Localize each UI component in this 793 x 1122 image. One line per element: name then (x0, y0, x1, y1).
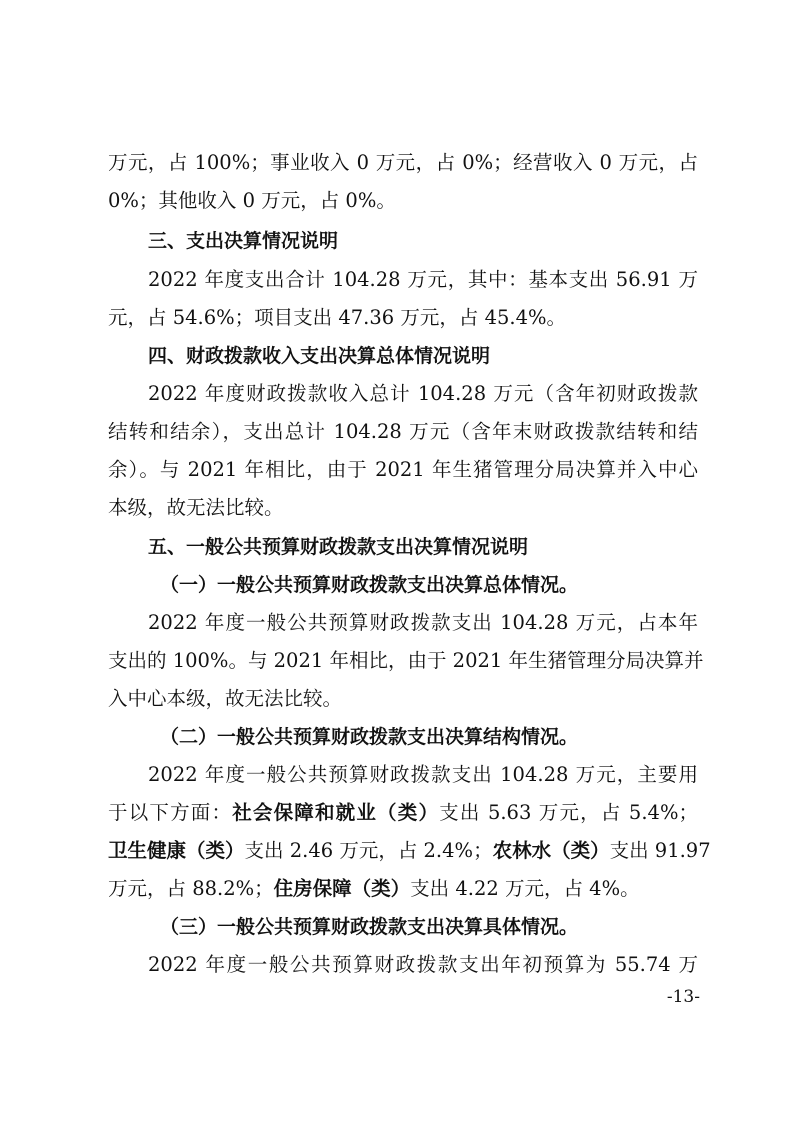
paragraph-line: 本级，故无法比较。 (108, 496, 284, 519)
text-run: 于以下方面： (108, 801, 233, 824)
paragraph-line: 万元，占 100%；事业收入 0 万元，占 0%；经营收入 0 万元，占 (108, 151, 698, 174)
paragraph-line: 结转和结余），支出总计 104.28 万元（含年末财政拨款结转和结 (108, 420, 698, 443)
text-run: 万元，占 88.2%； (108, 877, 274, 900)
paragraph-line (108, 832, 711, 870)
text-run: 支出 2.46 万元，占 2.4%； (244, 839, 493, 862)
subsection-heading: （一）一般公共预算财政拨款支出决算总体情况。 (160, 574, 579, 596)
subsection-heading: （二）一般公共预算财政拨款支出决算结构情况。 (160, 726, 579, 748)
category-name: 卫生健康（类） (108, 839, 245, 862)
paragraph-line (108, 794, 698, 832)
subsection-heading: （三）一般公共预算财政拨款支出决算具体情况。 (160, 916, 579, 938)
paragraph-line (108, 870, 698, 908)
text-run: 支出 5.63 万元，占 5.4%； (439, 801, 698, 824)
paragraph-line: 0%；其他收入 0 万元，占 0%。 (108, 189, 396, 212)
paragraph-line: 元，占 54.6%；项目支出 47.36 万元，占 45.4%。 (108, 306, 567, 329)
category-name: 农林水（类） (492, 839, 610, 862)
section-heading: 四、财政拨款收入支出决算总体情况说明 (148, 345, 491, 367)
text-run: 支出 91.97 (609, 839, 711, 862)
page-number: -13- (666, 987, 700, 1007)
paragraph-line: 入中心本级，故无法比较。 (108, 687, 343, 710)
category-name: 住房保障（类） (273, 877, 411, 900)
paragraph-line: 余）。与 2021 年相比，由于 2021 年生猪管理分局决算并入中心 (108, 458, 698, 481)
section-heading: 五、一般公共预算财政拨款支出决算情况说明 (148, 536, 529, 558)
paragraph-line: 2022 年度一般公共预算财政拨款支出 104.28 万元，占本年 (148, 611, 698, 634)
paragraph-line: 2022 年度支出合计 104.28 万元，其中：基本支出 56.91 万 (148, 268, 698, 291)
section-heading: 三、支出决算情况说明 (148, 230, 339, 252)
paragraph-line: 2022 年度一般公共预算财政拨款支出 104.28 万元，主要用 (148, 763, 698, 786)
paragraph-line: 2022 年度一般公共预算财政拨款支出年初预算为 55.74 万 (148, 953, 698, 976)
text-run: 支出 4.22 万元，占 4%。 (410, 877, 640, 900)
category-name: 社会保障和就业（类） (232, 801, 440, 824)
paragraph-line: 2022 年度财政拨款收入总计 104.28 万元（含年初财政拨款 (148, 382, 698, 405)
paragraph-line: 支出的 100%。与 2021 年相比，由于 2021 年生猪管理分局决算并 (108, 649, 704, 672)
